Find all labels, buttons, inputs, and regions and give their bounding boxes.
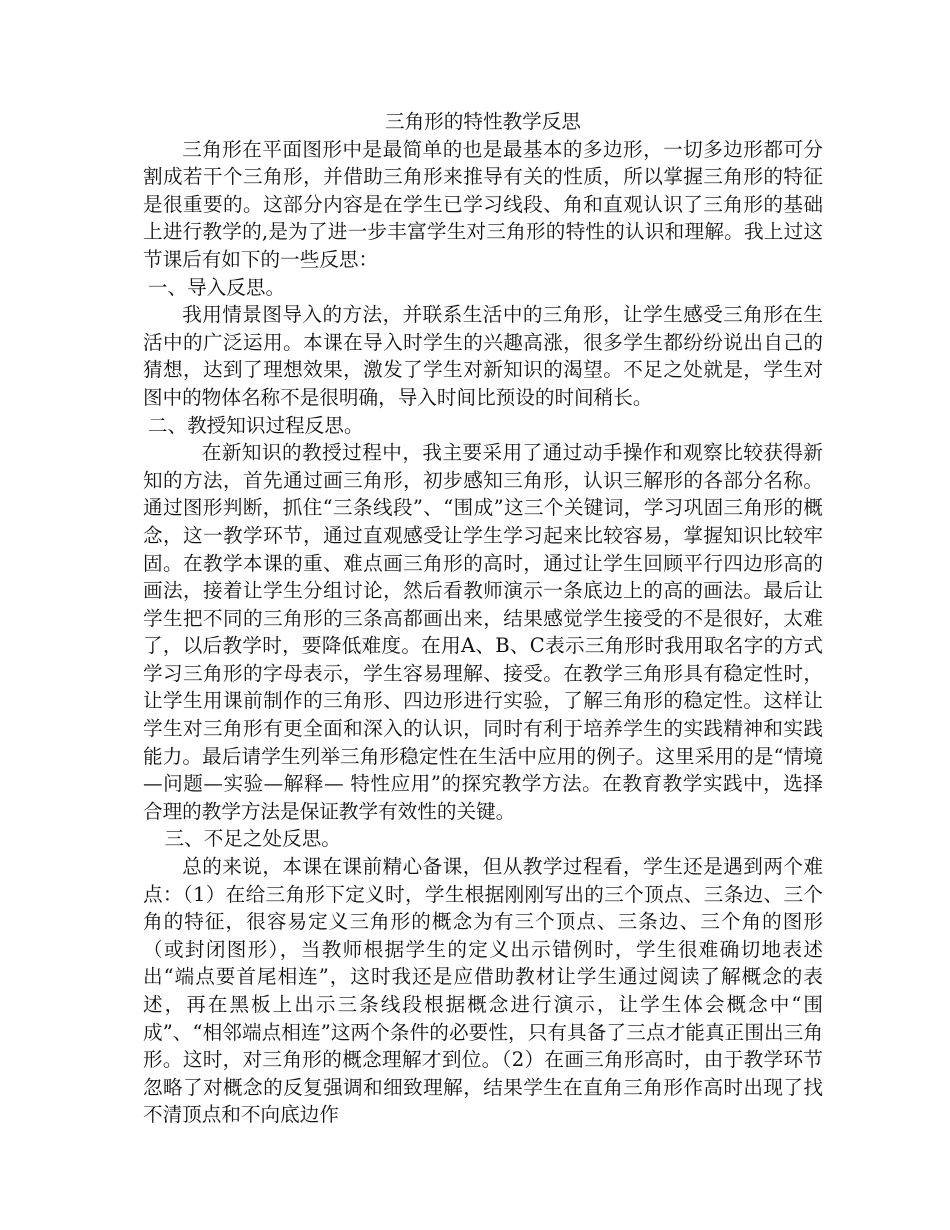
section-paragraph-1: 我用情景图导入的方法，并联系生活中的三角形，让学生感受三角形在生活中的广泛运用。本课在导入时学生的兴趣高涨，很多学生都纷纷说出自己的猜想，达到了理想效果，激发了学生对新知识的渴望。不足之处就是，学生对图中的物体名称不是很明确，导入时间比预设的时间稍长。 — [143, 303, 823, 409]
section-heading-3: 三、不足之处反思。 — [164, 827, 341, 851]
document-title: 三角形的特性教学反思 — [385, 110, 581, 133]
document-page — [143, 108, 823, 1129]
section-paragraph-3: 总的来说，本课在课前精心备课，但从教学过程看，学生还是遇到两个难点：（1）在给三角形下定义时，学生根据刚刚写出的三个顶点、三条边、三个角的特征，很容易定义三角形的概念为有三个顶点、三条边、三个角的图形（或封闭图形），当教师根据学生的定义出示错例时，学生很难确切地表述出“端点要首尾相连”，这时我还是应借助教材让学生通过阅读了解概念的表述，再在黑板上出示三条线段根据概念进行演示，让学生体会概念中“围成”、“相邻端点相连”这两个条件的必要性，只有具备了三点才能真正围出三角形。这时，对三角形的概念理解才到位。（2）在画三角形高时，由于教学环节忽略了对概念的反复强调和细致理解，结果学生在直角三角形作高时出现了找不清顶点和不向底边作 — [143, 855, 823, 1127]
section-paragraph-2: 在新知识的教授过程中，我主要采用了通过动手操作和观察比较获得新知的方法，首先通过画三角形，初步感知三角形，认识三解形的各部分名称。通过图形判断，抓住“三条线段”、“围成”这三个关键词，学习巩固三角形的概念，这一教学环节，通过直观感受让学生学习起来比较容易，掌握知识比较牢固。在教学本课的重、难点画三角形的高时，通过让学生回顾平行四边形高的画法，接着让学生分组讨论，然后看教师演示一条底边上的高的画法。最后让学生把不同的三角形的三条高都画出来，结果感觉学生接受的不是很好，太难了，以后教学时，要降低难度。在用A、B、C表示三角形时我用取名字的方式学习三角形的字母表示，学生容易理解、接受。在教学三角形具有稳定性时，让学生用课前制作的三角形、四边形进行实验，了解三角形的稳定性。这样让学生对三角形有更全面和深入的认识，同时有利于培养学生的实践精神和实践能力。最后请学生列举三角形稳定性在生活中应用的例子。这里采用的是“情境—问题—实验—解释— 特性应用”的探究教学方法。在教育教学实践中，选择合理的教学方法是保证教学有效性的关键。 — [143, 441, 823, 823]
section-heading-1: 一、导入反思。 — [147, 275, 286, 299]
section-heading-2: 二、教授知识过程反思。 — [147, 413, 364, 437]
intro-paragraph: 三角形在平面图形中是最简单的也是最基本的多边形，一切多边形都可分割成若干个三角形，并借助三角形来推导有关的性质，所以掌握三角形的特征是很重要的。这部分内容是在学生已学习线段、角和直观认识了三角形的基础上进行教学的,是为了进一步丰富学生对三角形的特性的认识和理解。我上过这节课后有如下的一些反思： — [143, 137, 823, 271]
